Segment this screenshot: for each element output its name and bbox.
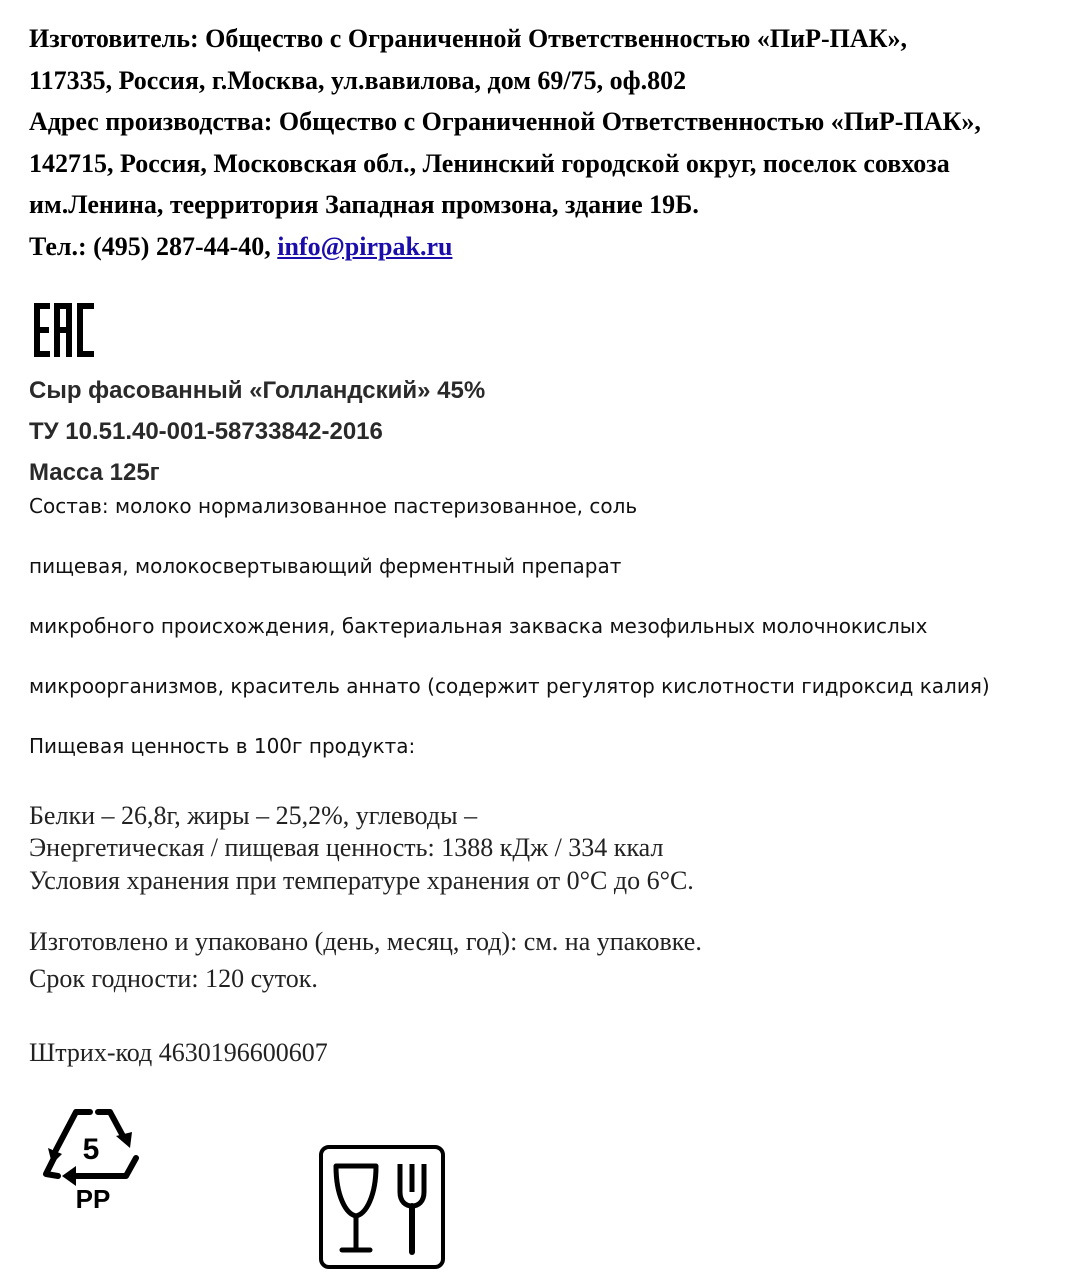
nutrition-macros: Белки – 26,8г, жиры – 25,2%, углеводы – [29, 801, 478, 830]
nutrition-energy: Энергетическая / пищевая ценность: 1388 кДж / 334 ккал [29, 833, 664, 862]
product-name: Сыр фасованный «Голландский» 45% [29, 377, 486, 404]
production-address-line-2: 142715, Россия, Московская обл., Ленинский городской округ, поселок совхоза [29, 148, 950, 178]
email-link[interactable]: info@pirpak.ru [277, 231, 453, 261]
product-standard: ТУ 10.51.40-001-58733842-2016 [29, 418, 383, 445]
product-mass: Масса 125г [29, 459, 160, 486]
shelf-life: Срок годности: 120 суток. [29, 964, 318, 993]
manufacturer-block [29, 18, 981, 267]
manufacturer-address: 117335, Россия, г.Москва, ул.вавилова, дом 69/75, оф.802 [29, 65, 687, 95]
phone-text: Тел.: (495) 287-44-40, [29, 231, 278, 261]
composition-line-1: Состав: молоко нормализованное пастеризованное, соль [29, 494, 638, 518]
storage-conditions: Условия хранения при температуре хранения от 0°С до 6°С. [29, 866, 694, 895]
production-address-line-1: Адрес производства: Общество с Ограниченной Ответственностью «ПиР-ПАК», [29, 107, 981, 136]
nutrition-heading: Пищевая ценность в 100г продукта: [29, 734, 416, 758]
composition-line-4: микроорганизмов, краситель аннато (содержит регулятор кислотности гидроксид калия) [29, 674, 990, 698]
barcode-text: Штрих-код 4630196600607 [29, 1038, 328, 1067]
composition-line-3: микробного происхождения, бактериальная закваска мезофильных молочнокислых [29, 614, 928, 638]
manufacturer-line-1: Изготовитель: Общество с Ограниченной Ответственностью «ПиР-ПАК», [29, 24, 907, 53]
recycle-pp-5-icon [40, 1096, 146, 1214]
eac-mark-icon [33, 303, 95, 357]
composition-line-2: пищевая, молокосвертывающий ферментный препарат [29, 554, 622, 578]
contact-line [29, 226, 981, 268]
production-address-line-3: им.Ленина, теерритория Западная промзона, здание 19Б. [29, 190, 699, 219]
food-contact-glass-fork-icon [318, 1144, 446, 1270]
recycle-material: PP [75, 1184, 111, 1214]
manufacture-date-note: Изготовлено и упаковано (день, месяц, год): см. на упаковке. [29, 927, 702, 956]
recycle-code: 5 [82, 1133, 100, 1166]
